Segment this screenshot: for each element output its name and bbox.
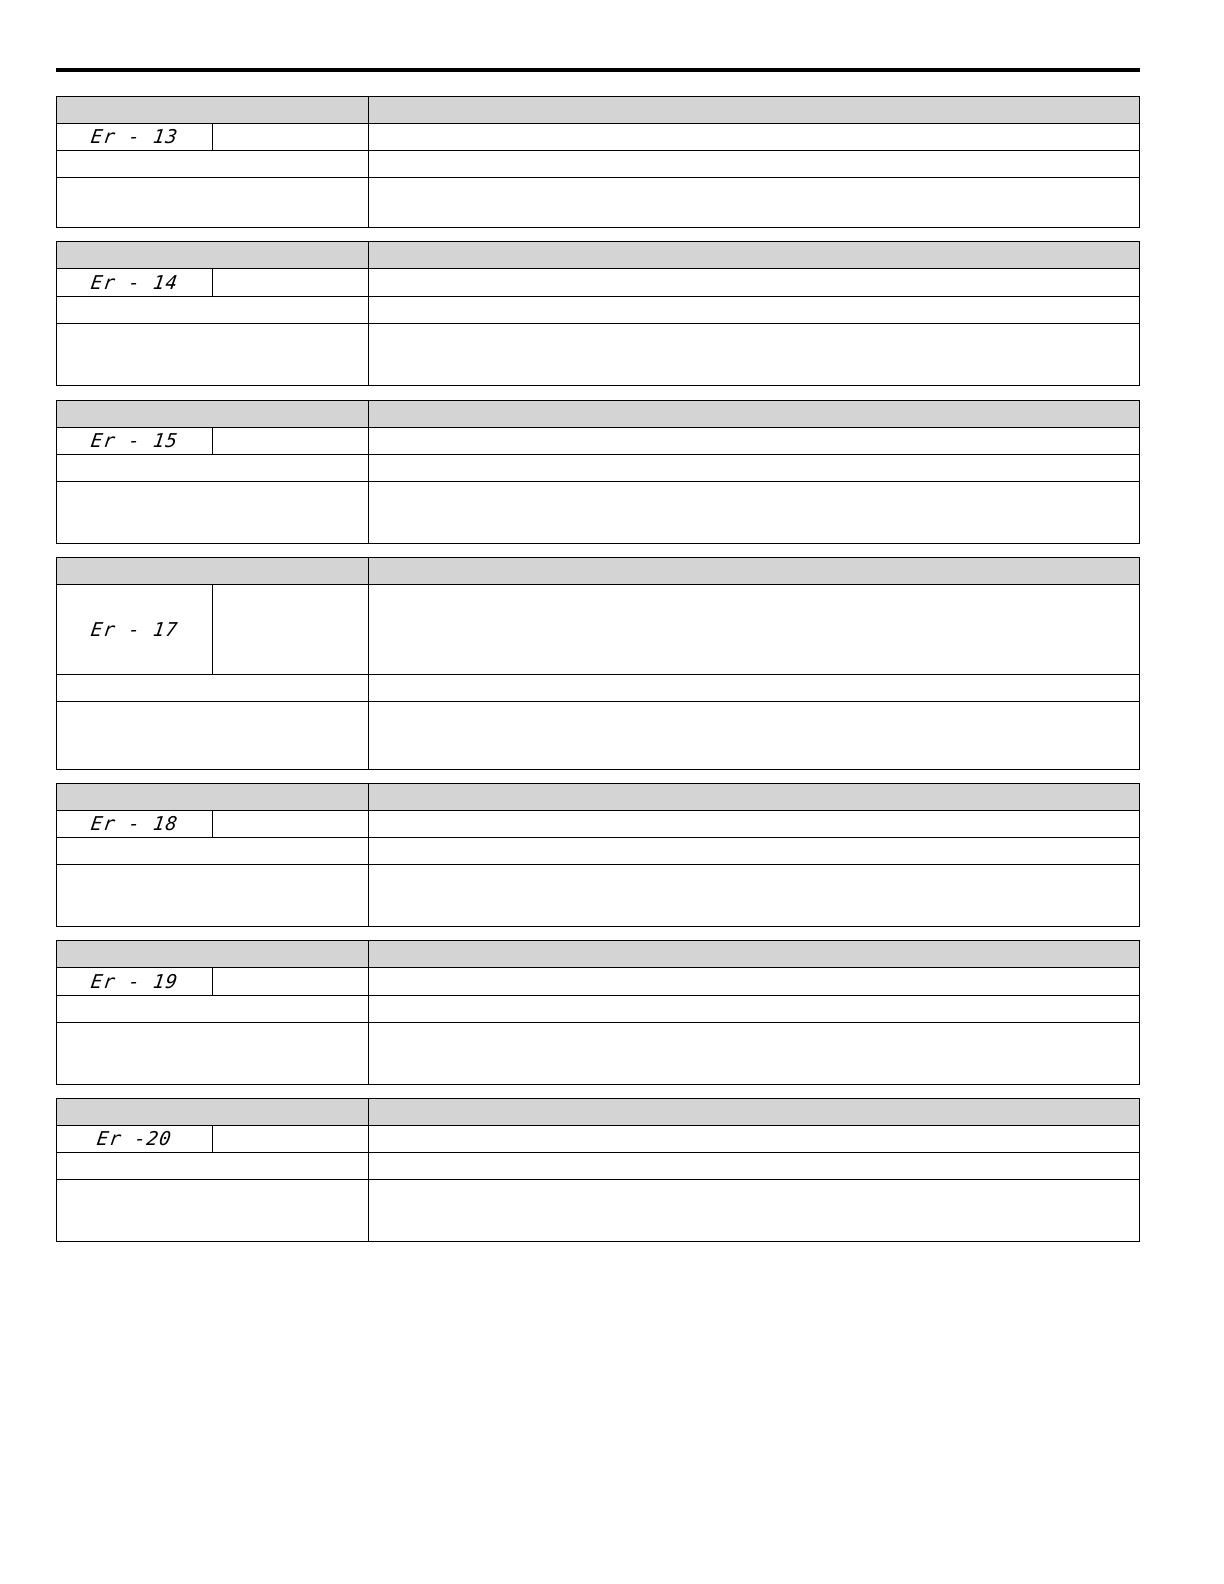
solution-cell [369, 324, 1139, 385]
cause-detail-row [57, 864, 1139, 926]
display-code-cell [57, 428, 213, 454]
cause-detail-row [57, 323, 1139, 385]
fault-code-display: Er - 18 [89, 813, 180, 835]
fault-table [56, 557, 1140, 770]
solution-cell [369, 838, 1139, 864]
table-header-row [57, 941, 1139, 967]
description-cell [369, 269, 1139, 296]
name-cell [213, 585, 368, 674]
code-cell-group [57, 428, 369, 454]
solution-cell [369, 455, 1139, 481]
code-row [57, 427, 1139, 454]
cause-cell [57, 996, 369, 1022]
display-code-cell [57, 968, 213, 995]
table-header-row [57, 97, 1139, 123]
cause-cell [57, 865, 369, 926]
cause-detail-row [57, 1022, 1139, 1084]
code-row [57, 810, 1139, 837]
header-cell-left [57, 941, 369, 967]
solution-cell [369, 1023, 1139, 1084]
cause-cell [57, 1023, 369, 1084]
cause-header-row [57, 995, 1139, 1022]
solution-cell [369, 1153, 1139, 1179]
cause-header-row [57, 674, 1139, 701]
table-header-row [57, 784, 1139, 810]
cause-cell [57, 324, 369, 385]
cause-header-row [57, 1152, 1139, 1179]
cause-cell [57, 151, 369, 177]
header-cell-left [57, 558, 369, 584]
table-header-row [57, 401, 1139, 427]
cause-cell [57, 1153, 369, 1179]
fault-table [56, 1098, 1140, 1242]
fault-code-display: Er - 14 [89, 271, 180, 294]
cause-detail-row [57, 177, 1139, 227]
description-cell [369, 811, 1139, 837]
fault-table [56, 96, 1140, 228]
display-code-cell [57, 585, 213, 674]
cause-cell [57, 178, 369, 227]
cause-cell [57, 482, 369, 543]
fault-code-display: Er - 19 [89, 970, 180, 993]
name-cell [213, 428, 368, 454]
code-cell-group [57, 811, 369, 837]
fault-code-display: Er -20 [95, 1128, 174, 1150]
header-cell-left [57, 784, 369, 810]
header-cell-right [369, 97, 1139, 123]
fault-code-display: Er - 13 [89, 126, 180, 148]
cause-cell [57, 297, 369, 323]
description-cell [369, 428, 1139, 454]
solution-cell [369, 297, 1139, 323]
header-cell-right [369, 401, 1139, 427]
header-cell-left [57, 401, 369, 427]
cause-cell [57, 1180, 369, 1241]
name-cell [213, 811, 368, 837]
solution-cell [369, 702, 1139, 769]
cause-detail-row [57, 701, 1139, 769]
cause-header-row [57, 837, 1139, 864]
solution-cell [369, 178, 1139, 227]
header-cell-right [369, 784, 1139, 810]
code-cell-group [57, 585, 369, 674]
code-row [57, 268, 1139, 296]
cause-header-row [57, 454, 1139, 481]
fault-table [56, 400, 1140, 544]
header-cell-right [369, 1099, 1139, 1125]
description-cell [369, 124, 1139, 150]
cause-cell [57, 455, 369, 481]
header-cell-left [57, 97, 369, 123]
code-row [57, 584, 1139, 674]
header-cell-left [57, 242, 369, 268]
code-row [57, 967, 1139, 995]
header-cell-right [369, 941, 1139, 967]
cause-cell [57, 838, 369, 864]
fault-table [56, 783, 1140, 927]
code-cell-group [57, 968, 369, 995]
code-row [57, 123, 1139, 150]
code-row [57, 1125, 1139, 1152]
header-cell-left [57, 1099, 369, 1125]
cause-cell [57, 702, 369, 769]
fault-table [56, 241, 1140, 386]
name-cell [213, 124, 368, 150]
cause-header-row [57, 150, 1139, 177]
solution-cell [369, 482, 1139, 543]
description-cell [369, 968, 1139, 995]
display-code-cell [57, 811, 213, 837]
description-cell [369, 1126, 1139, 1152]
name-cell [213, 269, 368, 296]
fault-code-display: Er - 15 [89, 430, 180, 452]
name-cell [213, 968, 368, 995]
cause-header-row [57, 296, 1139, 323]
code-cell-group [57, 269, 369, 296]
fault-code-display: Er - 17 [89, 618, 180, 641]
header-rule [56, 68, 1140, 72]
solution-cell [369, 1180, 1139, 1241]
display-code-cell [57, 269, 213, 296]
cause-detail-row [57, 481, 1139, 543]
header-cell-right [369, 242, 1139, 268]
table-header-row [57, 1099, 1139, 1125]
cause-detail-row [57, 1179, 1139, 1241]
name-cell [213, 1126, 368, 1152]
solution-cell [369, 675, 1139, 701]
table-header-row [57, 558, 1139, 584]
solution-cell [369, 865, 1139, 926]
fault-table [56, 940, 1140, 1085]
header-cell-right [369, 558, 1139, 584]
table-header-row [57, 242, 1139, 268]
description-cell [369, 585, 1139, 674]
solution-cell [369, 151, 1139, 177]
code-cell-group [57, 1126, 369, 1152]
solution-cell [369, 996, 1139, 1022]
display-code-cell [57, 1126, 213, 1152]
code-cell-group [57, 124, 369, 150]
display-code-cell [57, 124, 213, 150]
cause-cell [57, 675, 369, 701]
